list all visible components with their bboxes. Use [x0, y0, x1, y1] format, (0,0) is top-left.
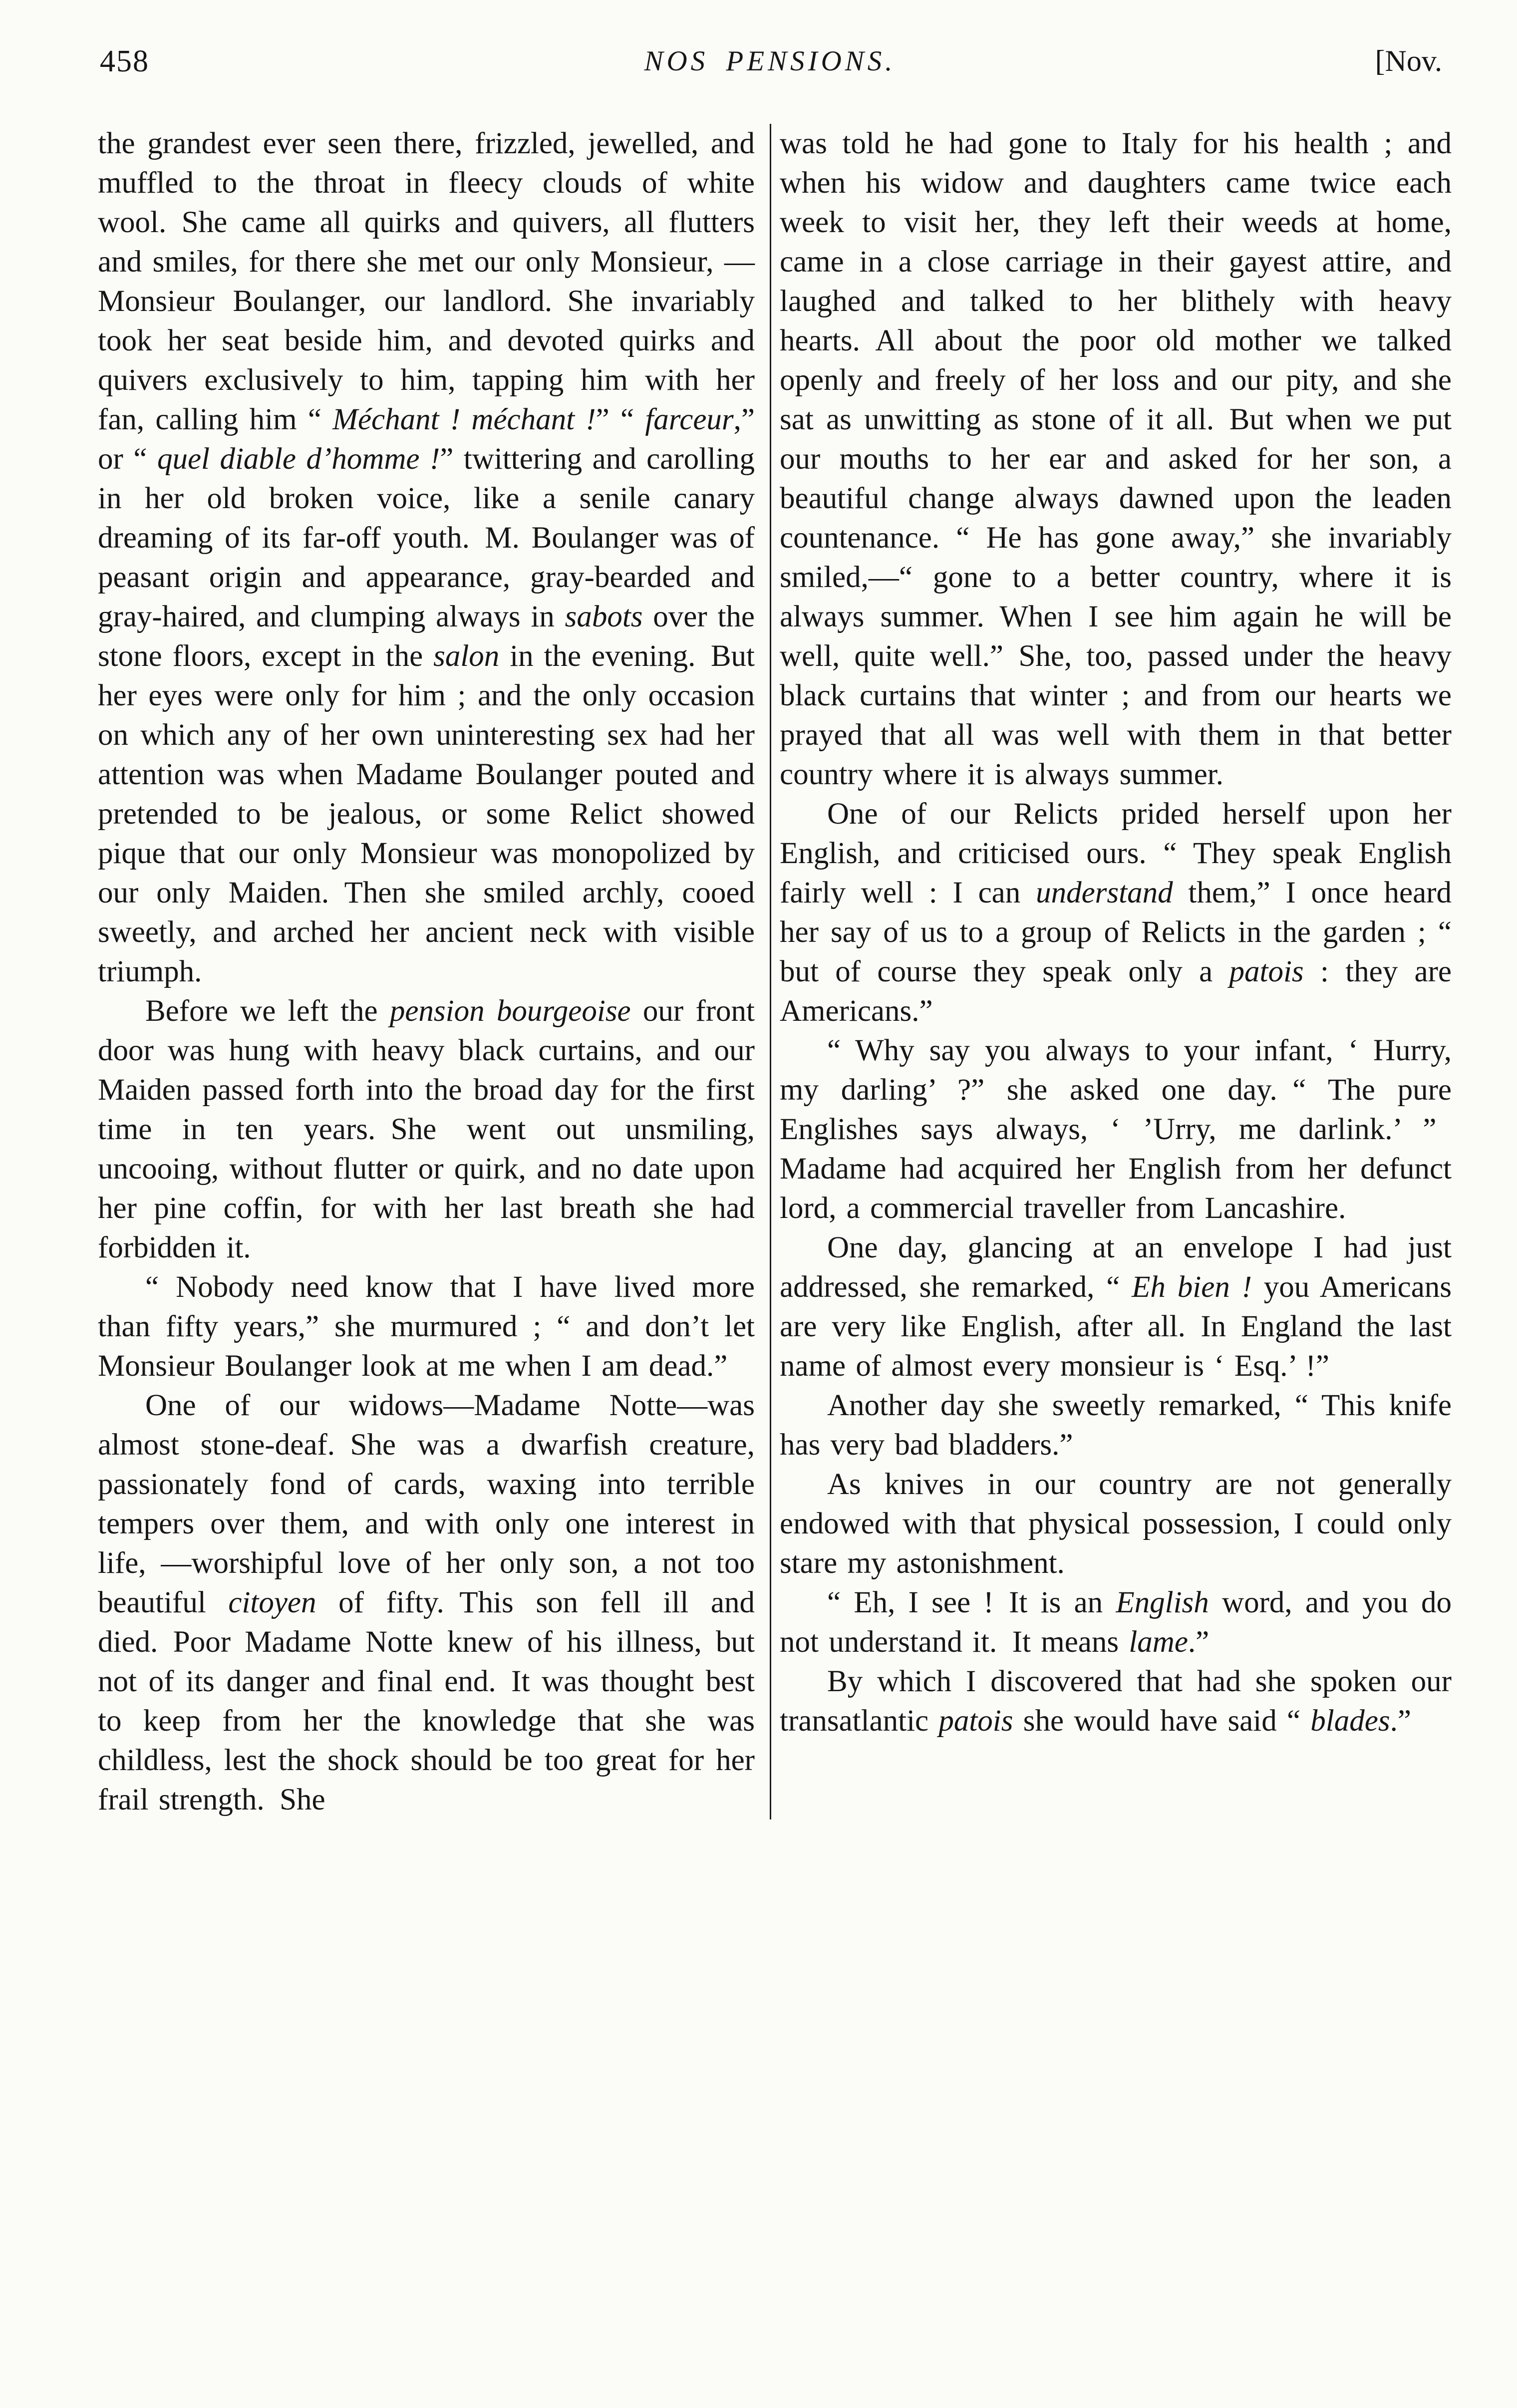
text-run: Another day she sweetly remarked, “ This knife has very bad bladders.” — [780, 1389, 1452, 1462]
left-column — [98, 124, 755, 1819]
paragraph — [780, 1465, 1452, 1583]
paragraph — [98, 124, 755, 991]
italic-phrase: patois — [938, 1704, 1013, 1738]
paragraph — [780, 124, 1452, 794]
italic-phrase: quel diable d’homme ! — [157, 442, 440, 476]
paragraph — [98, 1267, 755, 1386]
text-run: over the stone floors, except in the — [98, 600, 755, 673]
paragraph — [98, 991, 755, 1267]
text-run: you Americans are very like English, after all. In England the last name of almost every monsieur is ‘ Esq.’ !” — [780, 1270, 1452, 1383]
text-run: “ Eh, I see ! It is an — [827, 1586, 1116, 1619]
column-divider — [770, 124, 771, 1819]
italic-phrase: blades — [1310, 1704, 1390, 1738]
text-run: was told he had gone to Italy for his health ; and when his widow and daughters came twice each week to visit her, they left their weeds at home, came in a close carriage in their gayest attire, and laughed and talked to her blithely with heavy hearts. All about the poor old mother we talked openly and freely of her loss and our pity, and she sat as unwitting as stone of it all. But when we put our mouths to her ear and asked for her son, a beautiful change always dawned upon the leaden countenance. “ He has gone away,” she invariably smiled,—“ gone to a better country, where it is always summer. When I see him again he will be well, quite well.” She, too, passed under the heavy black curtains that winter ; and from our hearts we prayed that all was well with them in that better country where it is always summer. — [780, 127, 1452, 791]
italic-phrase: patois — [1229, 955, 1304, 988]
running-title: NOS PENSIONS. — [644, 45, 896, 77]
italic-phrase: sabots — [565, 600, 643, 633]
italic-phrase: English — [1116, 1586, 1209, 1619]
text-run: ,” or “ — [98, 403, 755, 476]
paragraph — [780, 1662, 1452, 1741]
text-run: One day, glancing at an envelope I had just addressed, she remarked, “ — [780, 1231, 1452, 1304]
text-run: she would have said “ — [1013, 1704, 1311, 1738]
page-number: 458 — [100, 44, 149, 78]
paragraph — [780, 1031, 1452, 1228]
paragraph — [780, 1228, 1452, 1386]
italic-phrase: lame — [1129, 1625, 1188, 1659]
text-run: them,” I once heard her say of us to a group of Relicts in the garden ; “ but of course they speak only a — [780, 876, 1452, 988]
issue-month: [Nov. — [1375, 44, 1442, 77]
text-run: the grandest ever seen there, frizzled, jewelled, and muffled to the throat in fleecy clouds of white wool. She came all quirks and quivers, all flutters and smiles, for there she met our only Monsieur, — Monsieur Boulanger, our landlord. She invariably took her seat beside him, and devoted quirks and quivers exclusively to him, tapping him with her fan, calling him “ — [98, 127, 755, 436]
italic-phrase: understand — [1036, 876, 1173, 909]
text-run: ” “ — [596, 403, 645, 436]
italic-phrase: Eh bien ! — [1132, 1270, 1252, 1304]
text-run: .” — [1390, 1704, 1411, 1738]
text-run: “ Why say you always to your infant, ‘ Hurry, my darling’ ?” she asked one day. “ The pure Englishes says always, ‘ ’Urry, me darlink.’ ” Madame had acquired her English from her defunct lord, a commercial traveller from Lancashire. — [780, 1034, 1452, 1225]
text-run: word, and you do not understand it. It means — [780, 1586, 1452, 1659]
text-run: One of our Relicts prided herself upon her English, and criticised ours. “ They speak English fairly well : I can — [780, 797, 1452, 909]
paragraph — [780, 1386, 1452, 1465]
italic-phrase: citoyen — [228, 1586, 316, 1619]
text-run: our front door was hung with heavy black curtains, and our Maiden passed forth into the broad day for the first time in ten years. She went out unsmiling, uncooing, without flutter or quirk, and no date upon her pine coffin, for with her last breath she had forbidden it. — [98, 994, 755, 1264]
italic-phrase: farceur — [645, 403, 734, 436]
italic-phrase: salon — [433, 639, 500, 673]
paragraph — [780, 794, 1452, 1031]
text-run: ” twittering and carolling in her old broken voice, like a senile canary dreaming of its far-off youth. M. Boulanger was of peasant origin and appearance, gray-bearded and gray-haired, and clumping always in — [98, 442, 755, 633]
right-column — [780, 124, 1452, 1819]
text-run: .” — [1188, 1625, 1210, 1659]
text-run: “ Nobody need know that I have lived more than fifty years,” she murmured ; “ and don’t let Monsieur Boulanger look at me when I am dead.” — [98, 1270, 755, 1383]
paragraph — [98, 1386, 755, 1819]
text-run: of fifty. This son fell ill and died. Poor Madame Notte knew of his illness, but not of its danger and final end. It was thought best to keep from her the knowledge that she was childless, lest the shock should be too great for her frail strength. She — [98, 1586, 755, 1816]
italic-phrase: pension bourgeoise — [389, 994, 631, 1028]
text-block — [98, 124, 1452, 1819]
text-run: As knives in our country are not generally endowed with that physical possession, I could only stare my astonishment. — [780, 1468, 1452, 1580]
text-run: in the evening. But her eyes were only for him ; and the only occasion on which any of her own uninteresting sex had her attention was when Madame Boulanger pouted and pretended to be jealous, or some Relict showed pique that our only Monsieur was monopolized by our only Maiden. Then she smiled archly, cooed sweetly, and arched her ancient neck with visible triumph. — [98, 639, 755, 988]
text-run: Before we left the — [145, 994, 390, 1028]
text-run: One of our widows—Madame Notte—was almost stone-deaf. She was a dwarfish creature, passionately fond of cards, waxing into terrible tempers over them, and with only one interest in life, —worshipful love of her only son, a not too beautiful — [98, 1389, 755, 1619]
running-header — [98, 44, 1442, 89]
paragraph — [780, 1583, 1452, 1662]
text-run: : they are Americans.” — [780, 955, 1452, 1028]
italic-phrase: Méchant ! méchant ! — [332, 403, 596, 436]
text-run: By which I discovered that had she spoken our transatlantic — [780, 1665, 1452, 1738]
